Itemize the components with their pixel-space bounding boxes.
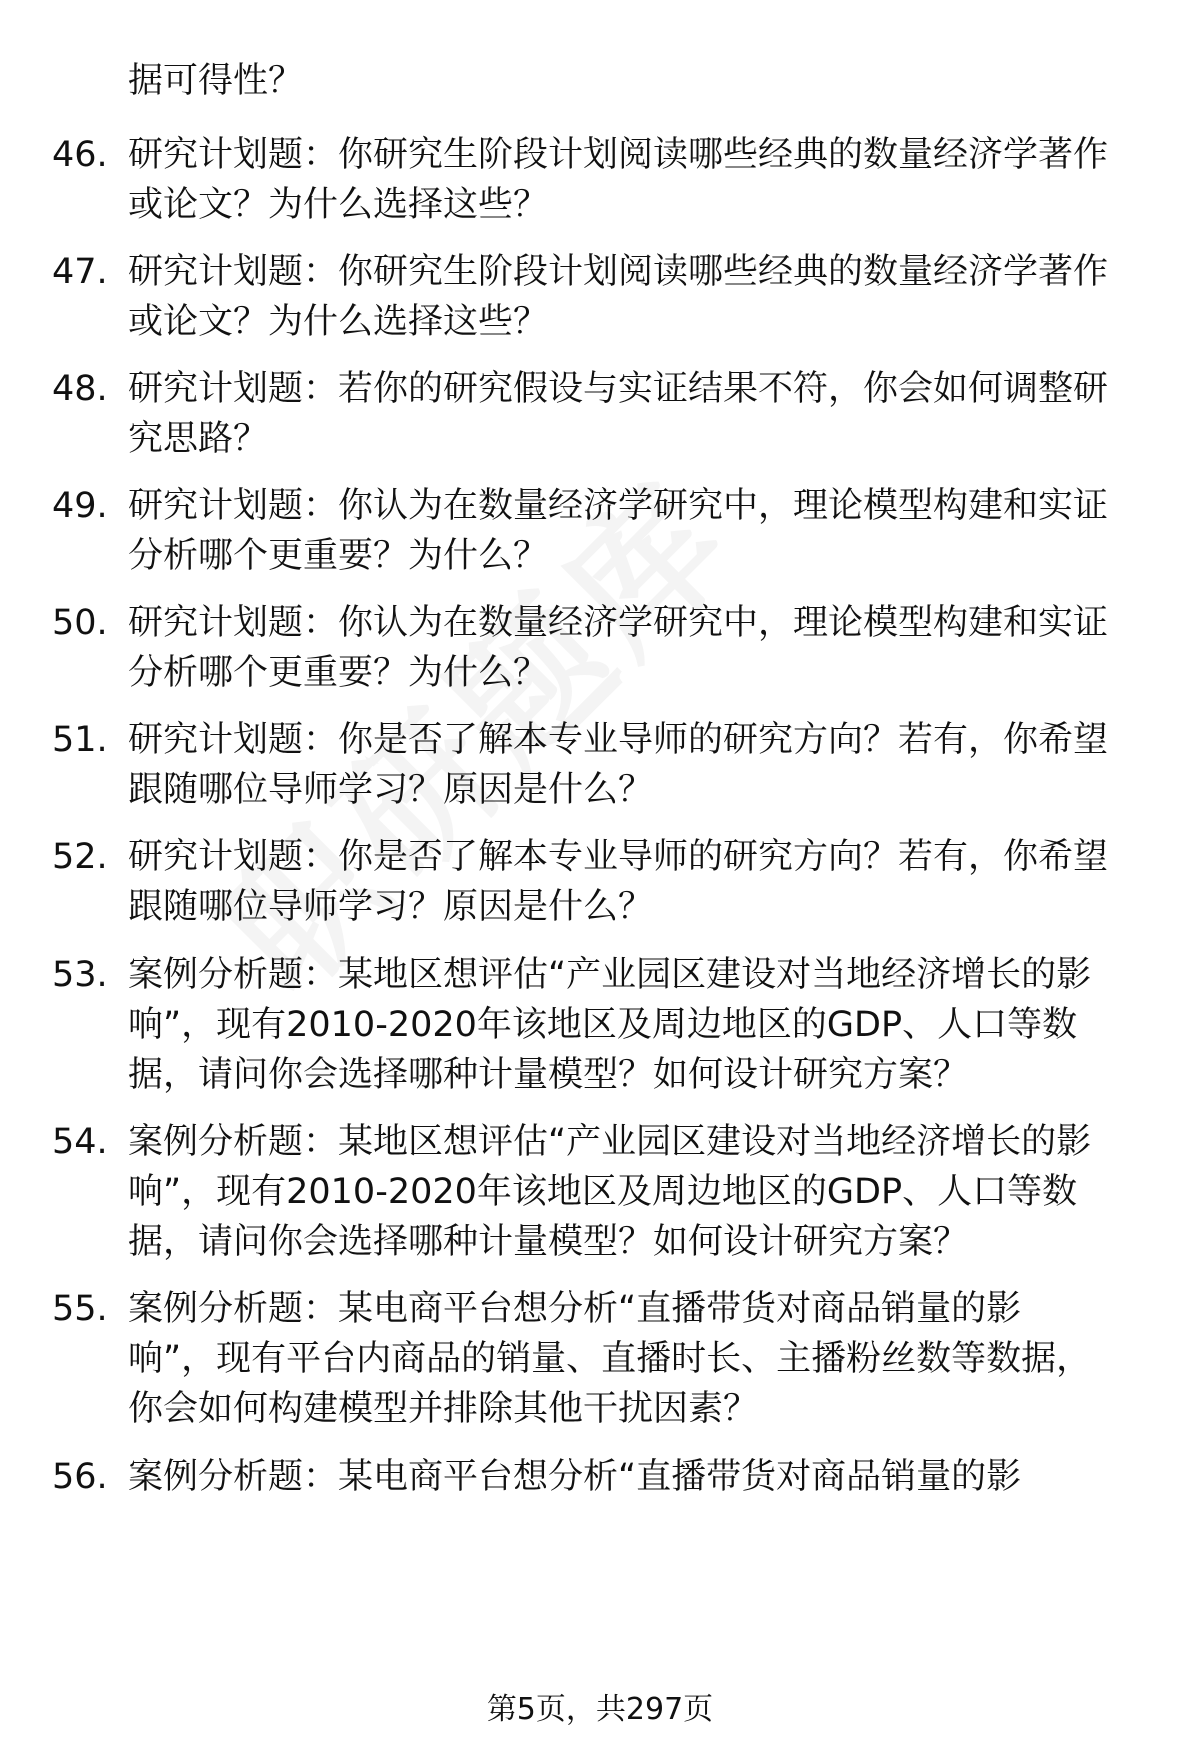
question-number: 46. [52,135,108,175]
question-text [128,247,1138,347]
question-number: 53. [52,955,108,995]
question-text [128,1452,1138,1502]
question-number: 56. [52,1457,108,1497]
question-text [128,598,1138,698]
question-line: 响”，现有2010-2020年该地区及周边地区的GDP、人口等数 [128,1005,1078,1045]
question-text [128,1117,1138,1267]
question-text [128,130,1138,230]
question-line: 研究计划题：你认为在数量经济学研究中，理论模型构建和实证 [128,603,1109,643]
question-number: 55. [52,1289,108,1329]
question-line: 响”，现有2010-2020年该地区及周边地区的GDP、人口等数 [128,1172,1078,1212]
question-text [128,950,1138,1100]
continuation-text: 据可得性？ [128,61,304,101]
question-line: 研究计划题：你研究生阶段计划阅读哪些经典的数量经济学著作 [128,135,1109,175]
question-line: 响”，现有平台内商品的销量、直播时长、主播粉丝数等数据， [128,1339,1092,1379]
question-line: 案例分析题：某电商平台想分析“直播带货对商品销量的影 [128,1289,1022,1329]
question-line: 究思路？ [128,419,269,459]
question-number: 52. [52,837,108,877]
question-line: 案例分析题：某地区想评估“产业园区建设对当地经济增长的影 [128,955,1092,995]
question-line: 案例分析题：某地区想评估“产业园区建设对当地经济增长的影 [128,1122,1092,1162]
question-number: 47. [52,252,108,292]
question-line: 或论文？为什么选择这些？ [128,185,549,225]
question-line: 案例分析题：某电商平台想分析“直播带货对商品销量的影 [128,1457,1022,1497]
question-text [128,1284,1138,1434]
question-line: 研究计划题：若你的研究假设与实证结果不符，你会如何调整研 [128,369,1109,409]
question-line: 研究计划题：你是否了解本专业导师的研究方向？若有，你希望 [128,720,1109,760]
question-number: 54. [52,1122,108,1162]
question-line: 据，请问你会选择哪种计量模型？如何设计研究方案？ [128,1222,969,1262]
question-line: 分析哪个更重要？为什么？ [128,536,549,576]
page-footer: 第5页，共297页 [486,1692,714,1727]
question-line: 研究计划题：你是否了解本专业导师的研究方向？若有，你希望 [128,837,1109,877]
question-line: 跟随哪位导师学习？原因是什么？ [128,887,654,927]
question-line: 跟随哪位导师学习？原因是什么？ [128,770,654,810]
question-line: 研究计划题：你认为在数量经济学研究中，理论模型构建和实证 [128,486,1109,526]
question-line: 据，请问你会选择哪种计量模型？如何设计研究方案？ [128,1055,969,1095]
question-line: 或论文？为什么选择这些？ [128,302,549,342]
question-number: 48. [52,369,108,409]
question-number: 51. [52,720,108,760]
question-text [128,481,1138,581]
question-text [128,715,1138,815]
question-text [128,364,1138,464]
question-line: 你会如何构建模型并排除其他干扰因素？ [128,1389,759,1429]
question-number: 49. [52,486,108,526]
question-text [128,832,1138,932]
question-number: 50. [52,603,108,643]
question-line: 研究计划题：你研究生阶段计划阅读哪些经典的数量经济学著作 [128,252,1109,292]
question-line: 分析哪个更重要？为什么？ [128,653,549,693]
